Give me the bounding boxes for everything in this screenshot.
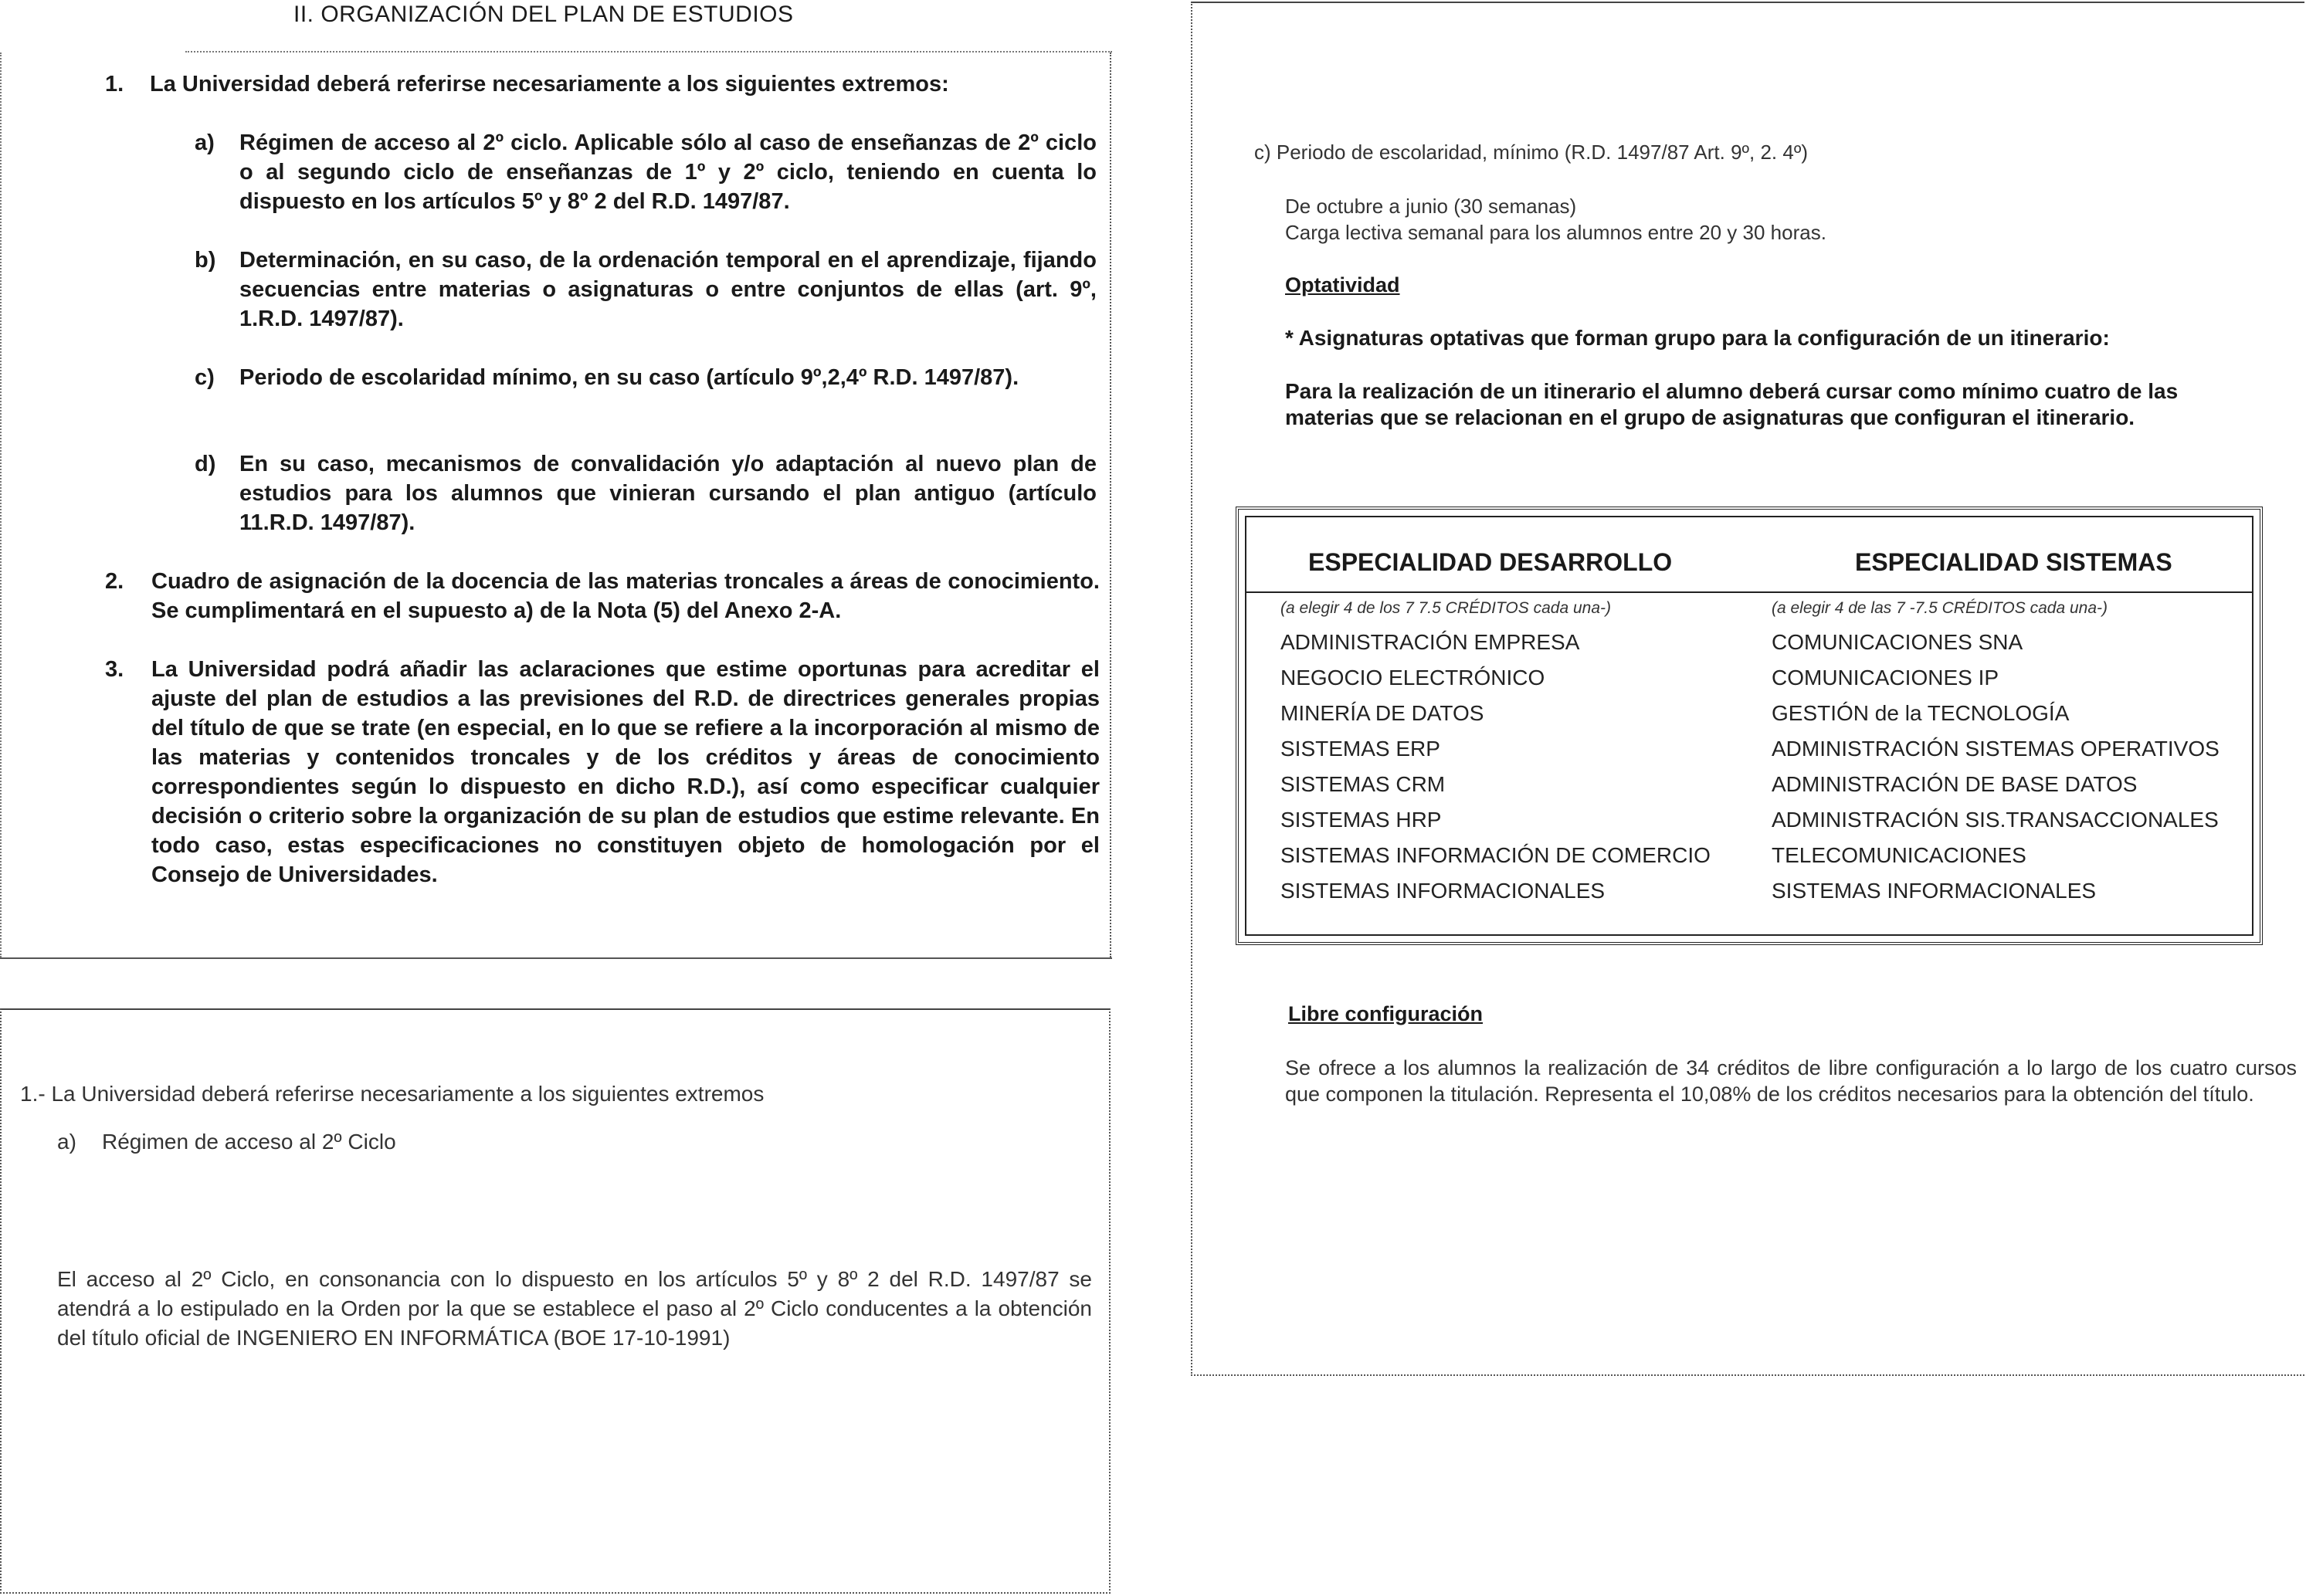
table-row: ADMINISTRACIÓN DE BASE DATOS [1772,772,2138,796]
libre-paragraph: Se ofrece a los alumnos la realización de 34 créditos de libre configuración a lo largo de los cuatro cursos que componen la titulación. Representa el 10,08% de los créditos necesarios para la obtención del título. [1285,1056,2297,1106]
table-row: SISTEMAS ERP [1280,737,1440,761]
table-row: SISTEMAS INFORMACIÓN DE COMERCIO [1280,843,1711,867]
optatividad-title: Optatividad [1285,273,1400,296]
bottom-paragraph: El acceso al 2º Ciclo, en consonancia con lo dispuesto en los artículos 5º y 8º 2 del R.D. 1497/87 se atendrá a lo estipulado en la Orden por la que se establece el paso al 2º Ciclo conducentes a la obtención del título oficial de INGENIERO EN INFORMÁTICA (BOE 17-10-1991) [57,1267,1092,1350]
sub-item-label: d) [195,452,216,476]
bottom-line-2-text: Régimen de acceso al 2º Ciclo [102,1130,396,1154]
specialties-table [1236,507,2263,945]
col1-note: (a elegir 4 de los 7 7.5 CRÉDITOS cada una-) [1280,599,1611,617]
heading-rule [185,51,1112,53]
sub-item-label: a) [195,130,215,155]
table-row: SISTEMAS INFORMACIONALES [1280,879,1606,903]
item-number: 3. [105,657,124,682]
table-row: COMUNICACIONES IP [1772,666,1999,690]
optatividad-bullet: * Asignaturas optativas que forman grupo para la configuración de un itinerario: [1285,326,2110,350]
table-row: ADMINISTRACIÓN SISTEMAS OPERATIVOS [1772,737,2220,761]
section-heading: II. ORGANIZACIÓN DEL PLAN DE ESTUDIOS [293,2,794,27]
sub-item-b [195,246,1098,338]
table-row: MINERÍA DE DATOS [1280,701,1484,725]
table-row: COMUNICACIONES SNA [1772,630,2023,654]
left-edge-border [0,53,2,957]
sub-item-text: Determinación, en su caso, de la ordenación temporal en el aprendizaje, fijando secuencias entre materias o asignaturas o entre conjuntos de ellas (art. 9º, 1.R.D. 1497/87). [239,248,1097,331]
sub-item-c [195,363,1098,425]
table-row: SISTEMAS INFORMACIONALES [1772,879,2097,903]
header-rule [1246,591,2252,593]
col2-header: ESPECIALIDAD SISTEMAS [1855,548,2172,576]
table-row: ADMINISTRACIÓN SIS.TRANSACCIONALES [1772,808,2219,832]
bottom-line-1: 1.- La Universidad deberá referirse necesariamente a los siguientes extremos [20,1082,765,1106]
left-top-right-border [1110,53,1111,957]
sub-item-text: Periodo de escolaridad mínimo, en su caso (artículo 9º,2,4º R.D. 1497/87). [239,365,1019,390]
list-item-1 [105,69,1109,100]
item-text: La Universidad deberá referirse necesariamente a los siguientes extremos: [150,72,949,97]
list-item-2 [105,567,1101,629]
sub-item-text: Régimen de acceso al 2º ciclo. Aplicable sólo al caso de enseñanzas de 2º ciclo o al segundo ciclo de enseñanzas de 1º y 2º ciclo, teniendo en cuenta lo dispuesto en los artículos 5º y 8º 2 del R.D. 1497/87. [239,130,1097,214]
periodo-heading: c) Periodo de escolaridad, mínimo (R.D. 1497/87 Art. 9º, 2. 4º) [1254,141,1808,164]
periodo-line-1: De octubre a junio (30 semanas) [1285,195,1577,218]
list-item-3 [105,655,1101,925]
table-row: SISTEMAS CRM [1280,772,1446,796]
item-text: Cuadro de asignación de la docencia de las materias troncales a áreas de conocimiento. Se cumplimentará en el supuesto a) de la Nota (5) del Anexo 2-A. [151,569,1100,623]
table-inner-border [1245,516,2253,936]
table-row: SISTEMAS HRP [1280,808,1442,832]
sub-item-label: b) [195,248,216,273]
periodo-line-2: Carga lectiva semanal para los alumnos entre 20 y 30 horas. [1285,221,1826,244]
col1-header: ESPECIALIDAD DESARROLLO [1308,548,1673,576]
sub-item-d [195,449,1098,542]
item-text: La Universidad podrá añadir las aclaraciones que estime oportunas para acreditar el ajuste del plan de estudios a las previsiones del R.D. de directrices generales propias del título de que se trate (en especial, en lo que se refiere a la incorporación al mismo de las materias y contenidos troncales y de los créditos y áreas de conocimiento correspondientes según lo dispuesto en dicho R.D.), así como especificar cualquier decisión o criterio sobre la organización de su plan de estudios que estime relevante. En todo caso, estas especificaciones no constituyen objeto de homologación por el Consejo de Universidades. [151,657,1100,887]
item-number: 2. [105,569,124,594]
item-number: 1. [105,72,124,97]
table-row: TELECOMUNICACIONES [1772,843,2026,867]
sub-item-label: c) [195,365,215,390]
sub-item-text: En su caso, mecanismos de convalidación y/o adaptación al nuevo plan de estudios para los alumnos que vinieran cursando el plan antiguo (artículo 11.R.D. 1497/87). [239,452,1097,535]
optatividad-paragraph: Para la realización de un itinerario el alumno deberá cursar como mínimo cuatro de las materias que se relacionan en el grupo de asignaturas que configuran el itinerario. [1285,379,2179,429]
libre-title: Libre configuración [1288,1002,1484,1025]
table-row: NEGOCIO ELECTRÓNICO [1280,666,1545,690]
sub-item-a [195,128,1098,221]
bottom-line-2-label: a) [57,1130,76,1154]
table-row: GESTIÓN de la TECNOLOGÍA [1772,701,2070,725]
table-row: ADMINISTRACIÓN EMPRESA [1280,630,1580,654]
col2-note: (a elegir 4 de las 7 -7.5 CRÉDITOS cada una-) [1772,599,2108,617]
left-top-bottom-border [0,957,1112,959]
